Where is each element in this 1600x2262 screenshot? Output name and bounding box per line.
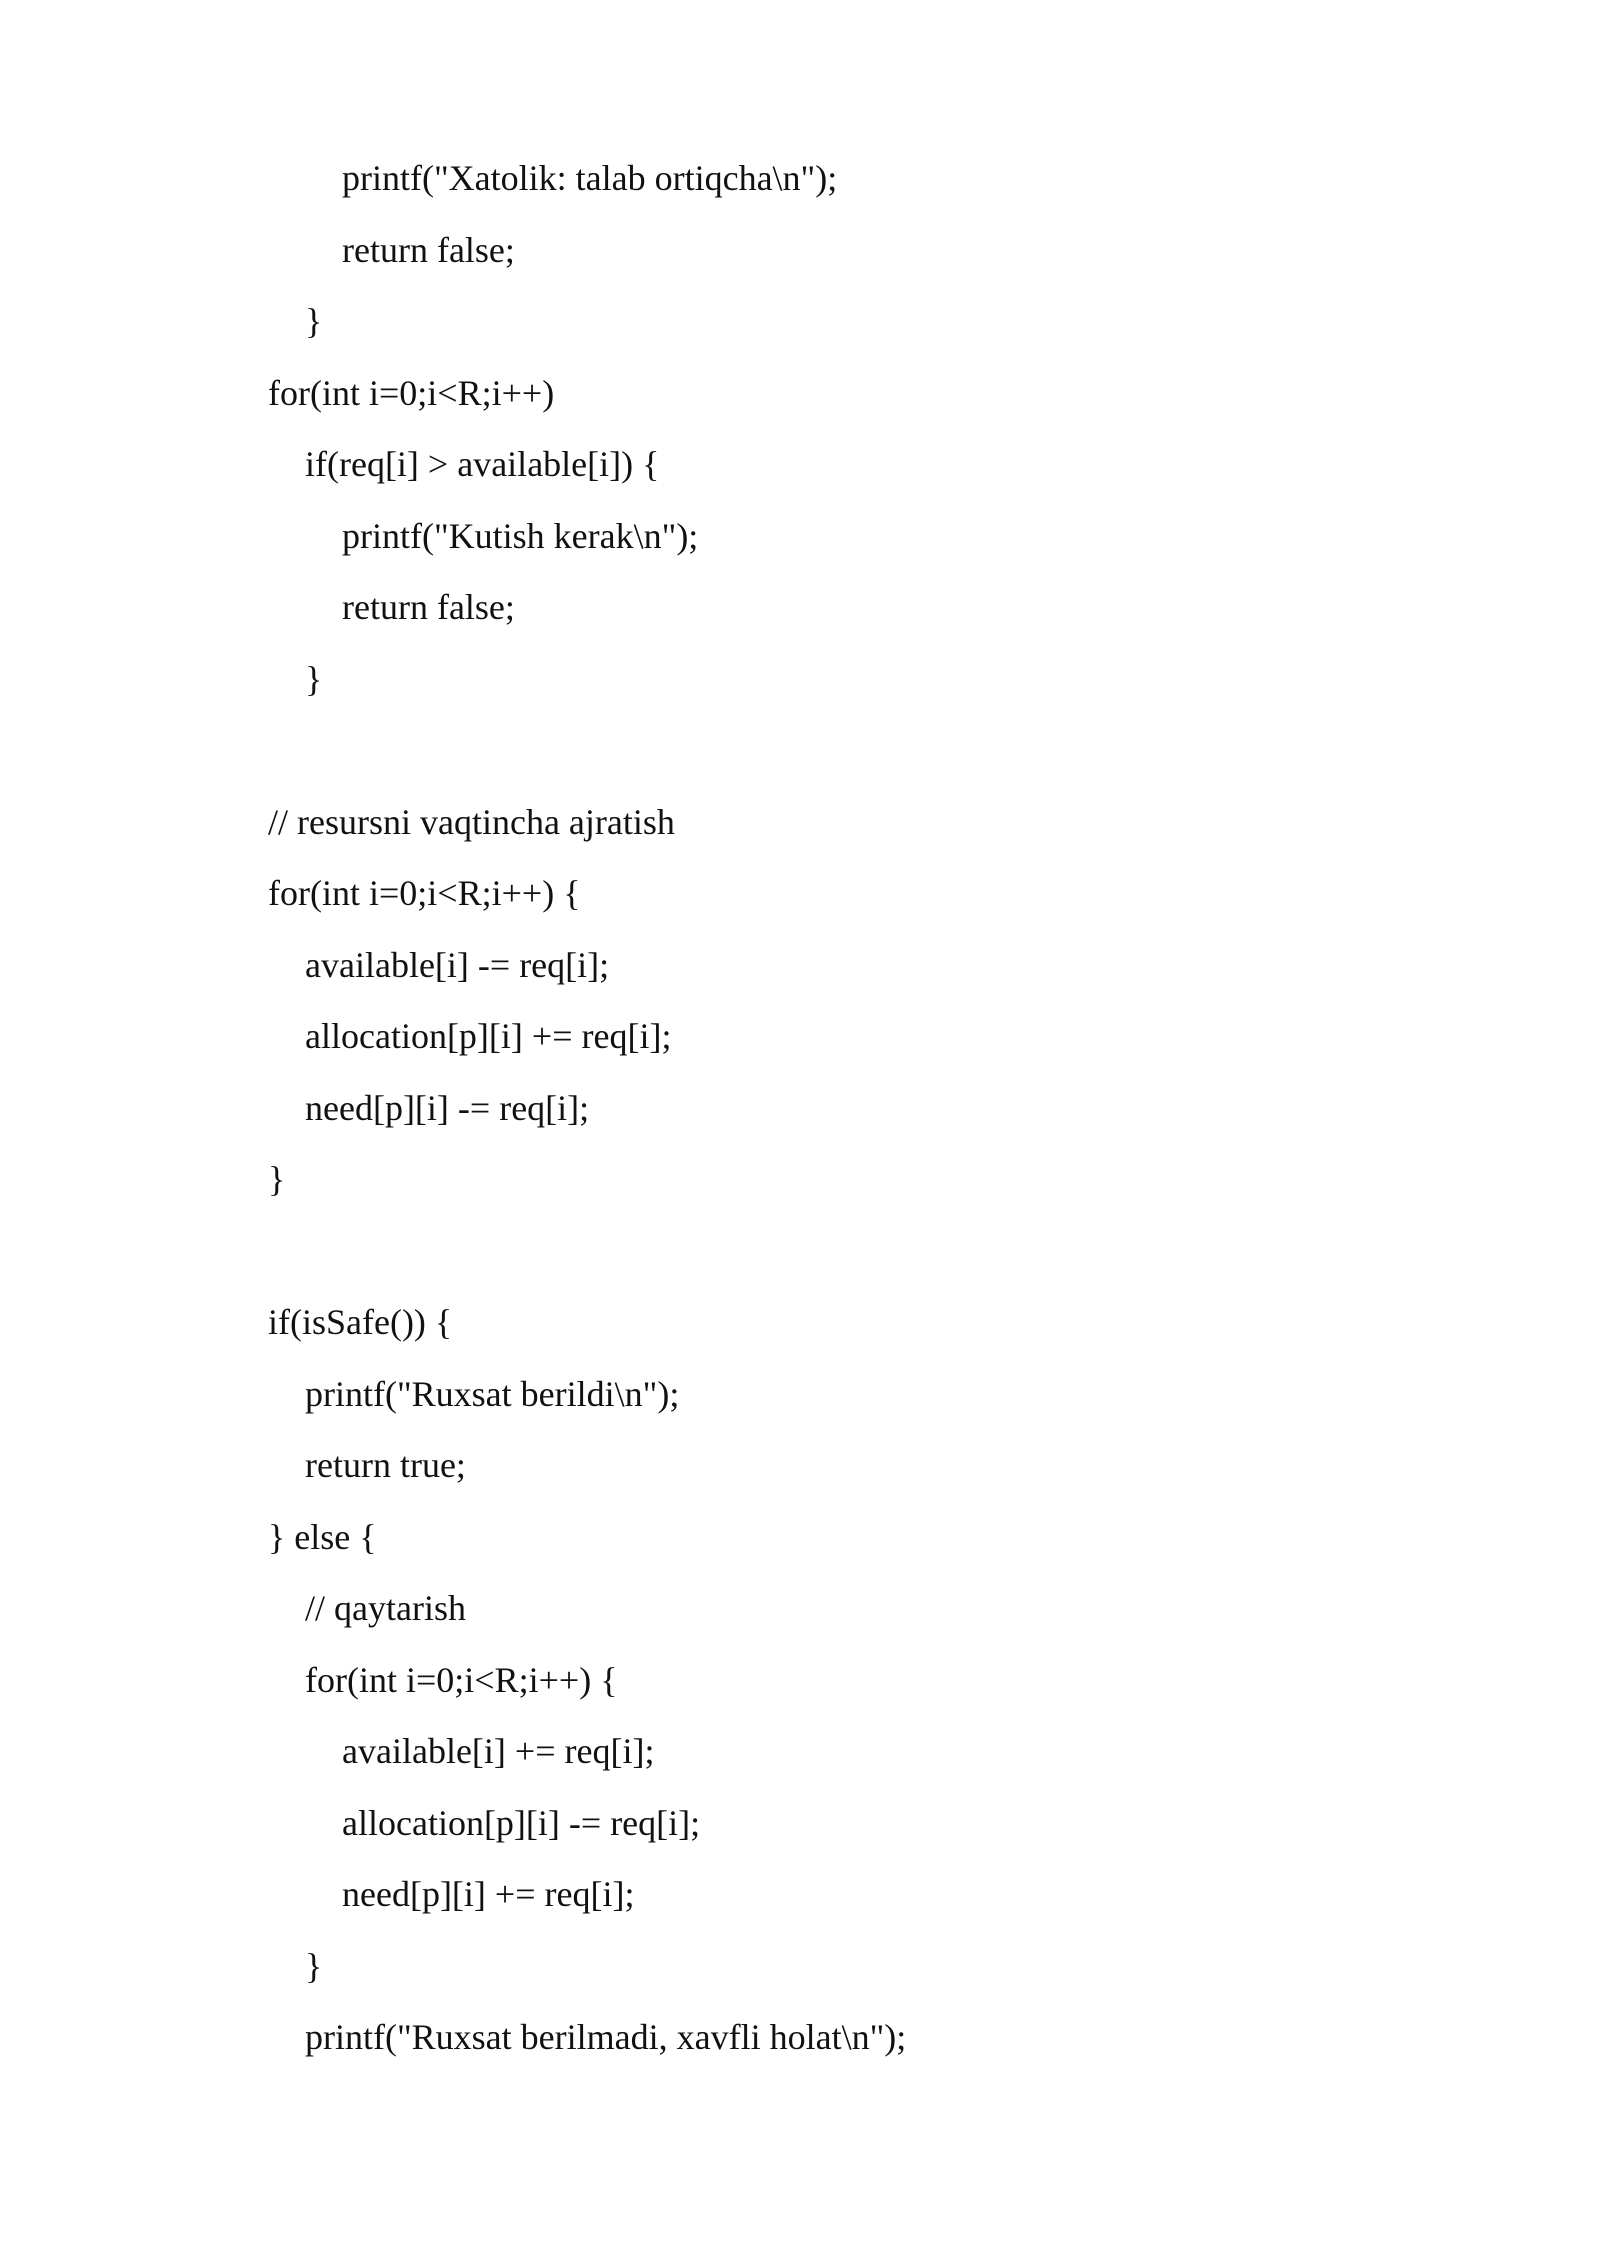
code-comment: // qaytarish [305,1588,466,1628]
code-line: available[i] += req[i]; [342,1731,655,1771]
code-line: } [305,658,323,699]
code-line: printf("Kutish kerak\n"); [342,515,699,556]
code-line: return true; [305,1445,466,1485]
blank-line [268,720,1468,792]
code-line: for(int i=0;i<R;i++) [268,372,555,413]
blank-line [268,1221,1468,1293]
code-line: return false; [342,587,515,627]
code-line: } [268,1159,286,1199]
code-line: need[p][i] -= req[i]; [305,1087,590,1128]
code-line: return false; [342,229,515,270]
code-line: if(req[i] > available[i]) { [305,444,660,484]
code-line: printf("Ruxsat berilmadi, xavfli holat\n"); [305,2017,907,2057]
code-comment: // resursni vaqtincha ajratish [268,801,675,842]
code-line: printf("Xatolik: talab ortiqcha\n"); [342,158,838,198]
code-line: for(int i=0;i<R;i++) { [268,873,581,913]
code-line: } [305,301,323,341]
code-line: printf("Ruxsat berildi\n"); [305,1373,680,1414]
code-block [268,148,1468,2079]
code-line: allocation[p][i] += req[i]; [305,1016,672,1056]
code-line: need[p][i] += req[i]; [342,1874,635,1914]
code-line: } [305,1945,323,1986]
code-line: for(int i=0;i<R;i++) { [305,1659,618,1700]
code-line: if(isSafe()) { [268,1302,453,1342]
code-line: allocation[p][i] -= req[i]; [342,1802,701,1843]
code-line: } else { [268,1516,377,1557]
code-line: available[i] -= req[i]; [305,944,610,985]
